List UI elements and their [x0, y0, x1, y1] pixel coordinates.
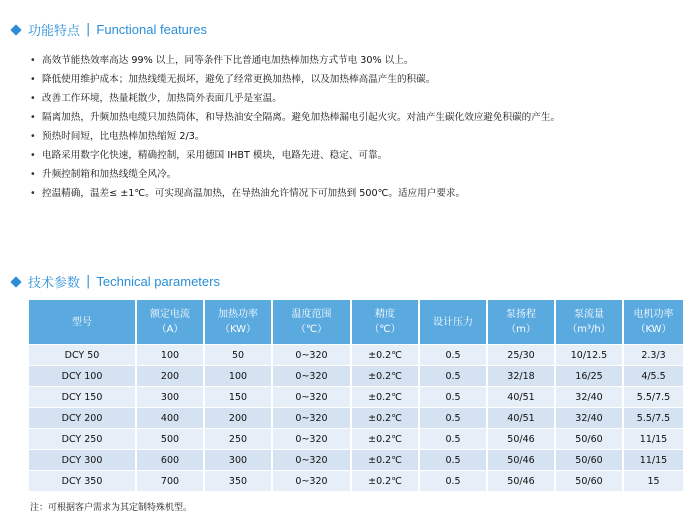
- column-header-label: 电机功率: [633, 309, 674, 320]
- table-cell: 0~320: [272, 450, 351, 471]
- table-cell: 11/15: [623, 429, 683, 450]
- table-cell: 0~320: [272, 408, 351, 429]
- table-cell: 500: [136, 429, 204, 450]
- table-cell: DCY 300: [29, 450, 136, 471]
- table-cell: 0~320: [272, 429, 351, 450]
- table-header-row: [29, 300, 683, 345]
- table-cell: 32/40: [555, 408, 623, 429]
- table-cell: 600: [136, 450, 204, 471]
- table-cell: 0~320: [272, 471, 351, 492]
- table-cell: DCY 150: [29, 387, 136, 408]
- table-cell: 5.5/7.5: [623, 387, 683, 408]
- table-cell: 0~320: [272, 366, 351, 387]
- column-header: [204, 300, 272, 345]
- table-cell: 350: [204, 471, 272, 492]
- feature-item: • 隔离加热，升频加热电缆只加热筒体，和导热油安全隔离。避免加热棒漏电引起火灾。对油产生碳化效应避免积碳的产生。: [30, 108, 680, 127]
- column-header-unit: （m³/h）: [567, 324, 611, 335]
- table-cell: 50/46: [487, 471, 555, 492]
- diamond-icon: [10, 276, 21, 287]
- table-cell: 200: [136, 366, 204, 387]
- table-cell: 50/60: [555, 450, 623, 471]
- features-list: [30, 51, 680, 203]
- table-cell: DCY 200: [29, 408, 136, 429]
- table-cell: 400: [136, 408, 204, 429]
- features-section-title: [12, 20, 207, 39]
- table-cell: 50/60: [555, 471, 623, 492]
- table-cell: 0~320: [272, 387, 351, 408]
- table-cell: DCY 100: [29, 366, 136, 387]
- feature-item: • 控温精确，温差≤ ±1℃。可实现高温加热，在导热油允许情况下可加热到 500℃。适应用户要求。: [30, 184, 680, 203]
- table-cell: 50: [204, 345, 272, 366]
- table-cell: 32/18: [487, 366, 555, 387]
- table-cell: DCY 350: [29, 471, 136, 492]
- params-title-en: Technical parameters: [96, 274, 220, 289]
- column-header-unit: （℃）: [369, 324, 401, 335]
- table-cell: 50/46: [487, 450, 555, 471]
- table-cell: 32/40: [555, 387, 623, 408]
- table-cell: 50/46: [487, 429, 555, 450]
- table-cell: 150: [204, 387, 272, 408]
- column-header-unit: （m）: [506, 324, 536, 335]
- table-cell: 0.5: [419, 345, 487, 366]
- table-row: [29, 387, 683, 408]
- table-cell: 10/12.5: [555, 345, 623, 366]
- footnote: 注：可根据客户需求为其定制特殊机型。: [30, 503, 193, 513]
- column-header: [136, 300, 204, 345]
- table-cell: 25/30: [487, 345, 555, 366]
- column-header-label: 型号: [72, 316, 92, 328]
- table-row: [29, 471, 683, 492]
- column-header: [555, 300, 623, 345]
- column-header-label: 加热功率: [218, 309, 258, 320]
- feature-item: • 电路采用数字化快速，精确控制，采用德国 IHBT 模块，电路先进、稳定、可靠。: [30, 146, 680, 165]
- column-header: [623, 300, 683, 345]
- title-separator: |: [86, 274, 91, 289]
- table-cell: 300: [204, 450, 272, 471]
- table-cell: 0.5: [419, 387, 487, 408]
- column-header-label: 额定电流: [150, 309, 190, 320]
- table-row: [29, 408, 683, 429]
- table-cell: 200: [204, 408, 272, 429]
- column-header-unit: （KW）: [219, 324, 257, 335]
- table-cell: 0.5: [419, 408, 487, 429]
- table-cell: 250: [204, 429, 272, 450]
- table-cell: 700: [136, 471, 204, 492]
- title-separator: |: [86, 22, 91, 37]
- table-cell: ±0.2℃: [351, 387, 419, 408]
- column-header-label: 精度: [375, 309, 395, 320]
- table-cell: 0.5: [419, 366, 487, 387]
- table-cell: DCY 250: [29, 429, 136, 450]
- table-cell: 5.5/7.5: [623, 408, 683, 429]
- table-cell: 0.5: [419, 471, 487, 492]
- table-cell: 15: [623, 471, 683, 492]
- table-row: [29, 366, 683, 387]
- table-cell: 0.5: [419, 450, 487, 471]
- technical-parameters-table: [29, 300, 683, 491]
- feature-item: • 改善工作环境，热量耗散少，加热筒外表面几乎是室温。: [30, 89, 680, 108]
- column-header-label: 泵流量: [574, 309, 604, 320]
- column-header-unit: （A）: [156, 324, 184, 335]
- table-row: [29, 345, 683, 366]
- column-header: [29, 300, 136, 345]
- table-cell: 0.5: [419, 429, 487, 450]
- column-header-label: 设计压力: [433, 316, 473, 328]
- table-cell: ±0.2℃: [351, 450, 419, 471]
- column-header-label: 泵扬程: [506, 309, 536, 320]
- table-cell: 40/51: [487, 387, 555, 408]
- table-cell: 50/60: [555, 429, 623, 450]
- features-title-en: Functional features: [96, 22, 207, 37]
- table-cell: DCY 50: [29, 345, 136, 366]
- table-cell: 100: [136, 345, 204, 366]
- table-body: [29, 345, 683, 492]
- table-cell: ±0.2℃: [351, 471, 419, 492]
- column-header: [351, 300, 419, 345]
- table-cell: 40/51: [487, 408, 555, 429]
- table-cell: 2.3/3: [623, 345, 683, 366]
- diamond-icon: [10, 24, 21, 35]
- table-cell: 4/5.5: [623, 366, 683, 387]
- column-header-unit: （℃）: [295, 324, 328, 335]
- table-cell: 300: [136, 387, 204, 408]
- table-cell: ±0.2℃: [351, 408, 419, 429]
- table-row: [29, 429, 683, 450]
- table-cell: 11/15: [623, 450, 683, 471]
- table-cell: 0~320: [272, 345, 351, 366]
- table-cell: 16/25: [555, 366, 623, 387]
- column-header: [272, 300, 351, 345]
- params-title-cn: 技术参数: [28, 276, 81, 291]
- feature-item: • 预热时间短，比电热棒加热缩短 2/3。: [30, 127, 680, 146]
- features-title-cn: 功能特点: [28, 24, 81, 39]
- column-header: [487, 300, 555, 345]
- feature-item: • 降低使用维护成本；加热线缆无损坏，避免了经常更换加热棒，以及加热棒高温产生的积碳。: [30, 70, 680, 89]
- feature-item: • 高效节能热效率高达 99% 以上，同等条件下比普通电加热棒加热方式节电 30% 以上。: [30, 51, 680, 70]
- column-header: [419, 300, 487, 345]
- feature-item: • 升频控制箱和加热线缆全风冷。: [30, 165, 680, 184]
- column-header-label: 温度范围: [291, 309, 332, 320]
- table-cell: ±0.2℃: [351, 366, 419, 387]
- table-cell: ±0.2℃: [351, 345, 419, 366]
- params-section-title: [12, 272, 220, 291]
- table-cell: 100: [204, 366, 272, 387]
- column-header-unit: （KW）: [635, 324, 672, 335]
- table-row: [29, 450, 683, 471]
- table-cell: ±0.2℃: [351, 429, 419, 450]
